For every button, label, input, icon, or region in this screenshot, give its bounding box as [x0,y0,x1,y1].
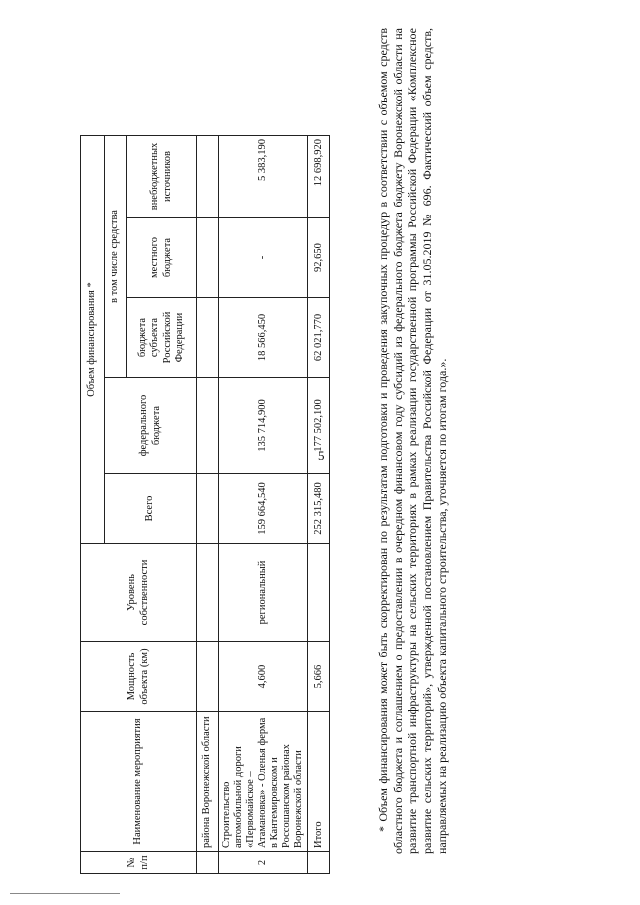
header-capacity: Мощность объекта (км) [81,642,197,712]
header-ownership: Уровень собственности [81,544,197,642]
row-extra: 5 383,190 [219,136,308,218]
header-subject: бюджета субъекта Российской Федерации [127,298,197,378]
section-row [197,136,219,874]
header-extra: внебюджетных источников [127,136,197,218]
landscape-page [80,20,640,880]
totals-capacity: 5,666 [308,642,330,712]
totals-local: 92,650 [308,218,330,298]
header-num: № п/п [81,852,197,874]
rotated-content [80,20,640,880]
totals-subject: 62 021,770 [308,298,330,378]
row-capacity: 4,600 [219,642,308,712]
row-federal: 135 714,900 [219,378,308,474]
totals-label: Итого [308,712,330,852]
header-total: Всего [105,474,197,544]
totals-row [308,136,330,874]
totals-total: 252 315,480 [308,474,330,544]
margin-line [10,893,120,894]
footnote: * Объем финансирования может быть скорректирован по результатам подготовки и проведения закупочных процедур в соответствии с объемом средств областного бюджета и соглашением о предоставлении в очередном финансовом году субсидий из федерального бюджета бюджету Воронежской области на развитие транспортной инфраструктуры на сельских территориях в рамках реализации государственной программы Российской Федерации «Комплексное развитие сельских территорий», утвержденной постановлением Правительства Российской Федерации от 31.05.2019 № 696. Фактический объем средств, направляемых на реализацию объекта капитального строительства, уточняется по итогам года.». [376,28,449,854]
row-local: - [219,218,308,298]
row-subject: 18 566,450 [219,298,308,378]
section-title: района Воронежской области [197,712,219,852]
row-ownership: региональный [219,544,308,642]
header-incl: в том числе средства [105,136,127,378]
header-local: местного бюджета [127,218,197,298]
totals-federal: 177 502,100 [308,378,330,474]
header-funding: Объем финансирования * [81,136,105,544]
row-num: 2 [219,852,308,874]
header-federal: федерального бюджета [105,378,197,474]
header-name: Наименование мероприятия [81,712,197,852]
table-row [219,136,308,874]
page-number: 5 [318,448,325,463]
row-name: Строительство автомобильной дороги «Первомайское –Атамановка» - Оленья ферма в Кантемировском и Россошанском районах Воронежской области [219,712,308,852]
financing-table [80,135,330,874]
row-total: 159 664,540 [219,474,308,544]
totals-extra: 12 698,920 [308,136,330,218]
